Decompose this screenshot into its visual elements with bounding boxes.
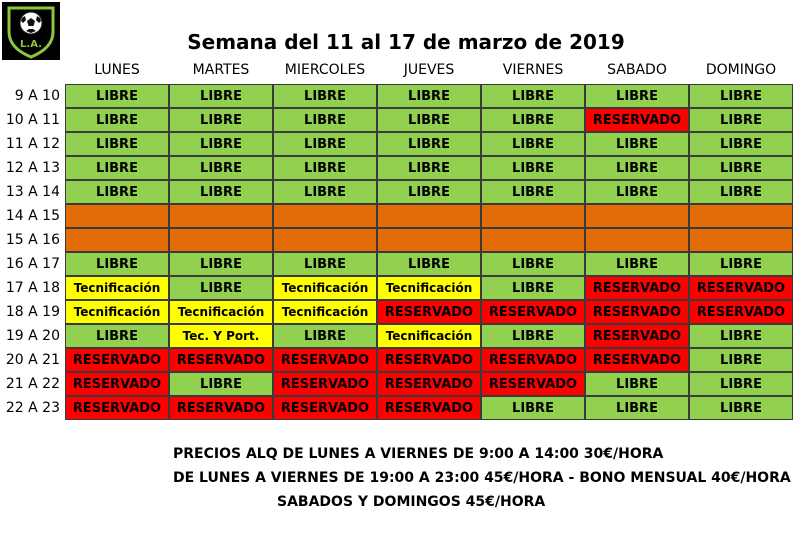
slot-cell-reservado: RESERVADO — [65, 396, 169, 420]
slot-cell-reservado: RESERVADO — [585, 324, 689, 348]
slot-cell-libre: LIBRE — [169, 156, 273, 180]
slot-cell-reservado: RESERVADO — [273, 396, 377, 420]
slot-cell-libre: LIBRE — [169, 108, 273, 132]
slot-cell-blocked — [169, 204, 273, 228]
day-header-domingo: DOMINGO — [705, 62, 777, 78]
slot-cell-reservado: RESERVADO — [585, 276, 689, 300]
slot-cell-libre: LIBRE — [65, 84, 169, 108]
slot-cell-libre: LIBRE — [377, 180, 481, 204]
slot-cell-reservado: RESERVADO — [585, 108, 689, 132]
slot-cell-libre: LIBRE — [585, 132, 689, 156]
day-header-miercoles: MIERCOLES — [284, 62, 366, 78]
slot-cell-libre: LIBRE — [689, 324, 793, 348]
logo-text: L.A. — [20, 39, 42, 50]
slot-cell-blocked — [377, 228, 481, 252]
slot-cell-tecnificacion: Tecnificación — [169, 300, 273, 324]
slot-cell-reservado: RESERVADO — [65, 372, 169, 396]
slot-cell-reservado: RESERVADO — [169, 396, 273, 420]
slot-cell-blocked — [273, 228, 377, 252]
slot-cell-libre: LIBRE — [273, 252, 377, 276]
slot-cell-reservado: RESERVADO — [585, 348, 689, 372]
slot-cell-libre: LIBRE — [169, 84, 273, 108]
schedule-grid — [65, 84, 793, 420]
slot-cell-libre: LIBRE — [689, 132, 793, 156]
slot-cell-blocked — [689, 228, 793, 252]
slot-cell-libre: LIBRE — [65, 156, 169, 180]
slot-cell-libre: LIBRE — [689, 348, 793, 372]
slot-cell-libre: LIBRE — [585, 252, 689, 276]
slot-cell-libre: LIBRE — [65, 252, 169, 276]
slot-cell-reservado: RESERVADO — [689, 300, 793, 324]
slot-cell-reservado: RESERVADO — [377, 396, 481, 420]
price-line-weekday-morning: PRECIOS ALQ DE LUNES A VIERNES DE 9:00 A 14:00 30€/HORA — [173, 446, 664, 462]
week-title: Semana del 11 al 17 de marzo de 2019 — [187, 30, 625, 54]
slot-cell-libre: LIBRE — [65, 132, 169, 156]
slot-cell-tecnificacion: Tecnificación — [377, 276, 481, 300]
slot-cell-libre: LIBRE — [481, 276, 585, 300]
slot-cell-reservado: RESERVADO — [481, 300, 585, 324]
slot-cell-tecnificacion: Tecnificación — [273, 300, 377, 324]
slot-cell-libre: LIBRE — [585, 180, 689, 204]
slot-cell-libre: LIBRE — [689, 252, 793, 276]
day-header-lunes: LUNES — [94, 62, 140, 78]
slot-cell-libre: LIBRE — [689, 372, 793, 396]
slot-cell-libre: LIBRE — [689, 396, 793, 420]
slot-cell-libre: LIBRE — [481, 252, 585, 276]
hour-label: 21 A 22 — [5, 376, 60, 392]
slot-cell-tecport: Tec. Y Port. — [169, 324, 273, 348]
slot-cell-blocked — [65, 228, 169, 252]
slot-cell-libre: LIBRE — [585, 156, 689, 180]
slot-cell-reservado: RESERVADO — [377, 372, 481, 396]
slot-cell-libre: LIBRE — [481, 324, 585, 348]
slot-cell-reservado: RESERVADO — [169, 348, 273, 372]
slot-cell-libre: LIBRE — [585, 84, 689, 108]
slot-cell-reservado: RESERVADO — [273, 348, 377, 372]
slot-cell-libre: LIBRE — [273, 180, 377, 204]
slot-cell-reservado: RESERVADO — [481, 348, 585, 372]
hour-label: 20 A 21 — [5, 352, 60, 368]
slot-cell-blocked — [377, 204, 481, 228]
slot-cell-libre: LIBRE — [481, 156, 585, 180]
hour-label: 12 A 13 — [5, 160, 60, 176]
slot-cell-libre: LIBRE — [377, 108, 481, 132]
slot-cell-libre: LIBRE — [377, 156, 481, 180]
slot-cell-blocked — [689, 204, 793, 228]
slot-cell-libre: LIBRE — [65, 180, 169, 204]
hour-label: 17 A 18 — [5, 280, 60, 296]
hour-label: 16 A 17 — [5, 256, 60, 272]
slot-cell-tecnificacion: Tecnificación — [273, 276, 377, 300]
day-header-viernes: VIERNES — [502, 62, 564, 78]
slot-cell-tecnificacion: Tecnificación — [65, 276, 169, 300]
hour-label: 11 A 12 — [5, 136, 60, 152]
day-header-sabado: SABADO — [607, 62, 667, 78]
hour-label: 10 A 11 — [5, 112, 60, 128]
hour-label: 9 A 10 — [14, 88, 60, 104]
day-header-martes: MARTES — [192, 62, 250, 78]
slot-cell-reservado: RESERVADO — [689, 276, 793, 300]
slot-cell-reservado: RESERVADO — [585, 300, 689, 324]
slot-cell-libre: LIBRE — [273, 132, 377, 156]
slot-cell-libre: LIBRE — [65, 108, 169, 132]
hour-label: 18 A 19 — [5, 304, 60, 320]
slot-cell-libre: LIBRE — [481, 108, 585, 132]
hour-label: 15 A 16 — [5, 232, 60, 248]
slot-cell-libre: LIBRE — [169, 132, 273, 156]
slot-cell-libre: LIBRE — [377, 84, 481, 108]
slot-cell-reservado: RESERVADO — [377, 348, 481, 372]
slot-cell-libre: LIBRE — [481, 84, 585, 108]
hour-label: 19 A 20 — [5, 328, 60, 344]
slot-cell-libre: LIBRE — [273, 84, 377, 108]
slot-cell-libre: LIBRE — [585, 396, 689, 420]
slot-cell-tecnificacion: Tecnificación — [65, 300, 169, 324]
slot-cell-blocked — [585, 228, 689, 252]
slot-cell-libre: LIBRE — [273, 108, 377, 132]
slot-cell-libre: LIBRE — [481, 396, 585, 420]
slot-cell-libre: LIBRE — [169, 180, 273, 204]
price-line-weekend: SABADOS Y DOMINGOS 45€/HORA — [277, 494, 546, 510]
slot-cell-tecnificacion: Tecnificación — [377, 324, 481, 348]
slot-cell-libre: LIBRE — [169, 372, 273, 396]
price-line-weekday-evening: DE LUNES A VIERNES DE 19:00 A 23:00 45€/HORA - BONO MENSUAL 40€/HORA — [173, 470, 791, 486]
slot-cell-reservado: RESERVADO — [273, 372, 377, 396]
slot-cell-blocked — [273, 204, 377, 228]
slot-cell-libre: LIBRE — [585, 372, 689, 396]
slot-cell-libre: LIBRE — [377, 252, 481, 276]
slot-cell-libre: LIBRE — [689, 84, 793, 108]
slot-cell-libre: LIBRE — [481, 180, 585, 204]
slot-cell-libre: LIBRE — [169, 276, 273, 300]
slot-cell-libre: LIBRE — [169, 252, 273, 276]
slot-cell-libre: LIBRE — [689, 156, 793, 180]
hour-label: 13 A 14 — [5, 184, 60, 200]
slot-cell-blocked — [65, 204, 169, 228]
slot-cell-libre: LIBRE — [377, 132, 481, 156]
day-header-jueves: JUEVES — [403, 62, 455, 78]
hour-label: 22 A 23 — [5, 400, 60, 416]
slot-cell-libre: LIBRE — [273, 156, 377, 180]
slot-cell-blocked — [481, 204, 585, 228]
slot-cell-blocked — [169, 228, 273, 252]
slot-cell-blocked — [481, 228, 585, 252]
slot-cell-libre: LIBRE — [689, 180, 793, 204]
weekday-header — [65, 62, 793, 80]
slot-cell-reservado: RESERVADO — [377, 300, 481, 324]
slot-cell-reservado: RESERVADO — [481, 372, 585, 396]
slot-cell-libre: LIBRE — [689, 108, 793, 132]
slot-cell-blocked — [585, 204, 689, 228]
slot-cell-libre: LIBRE — [65, 324, 169, 348]
slot-cell-libre: LIBRE — [481, 132, 585, 156]
hour-label: 14 A 15 — [5, 208, 60, 224]
slot-cell-libre: LIBRE — [273, 324, 377, 348]
slot-cell-reservado: RESERVADO — [65, 348, 169, 372]
